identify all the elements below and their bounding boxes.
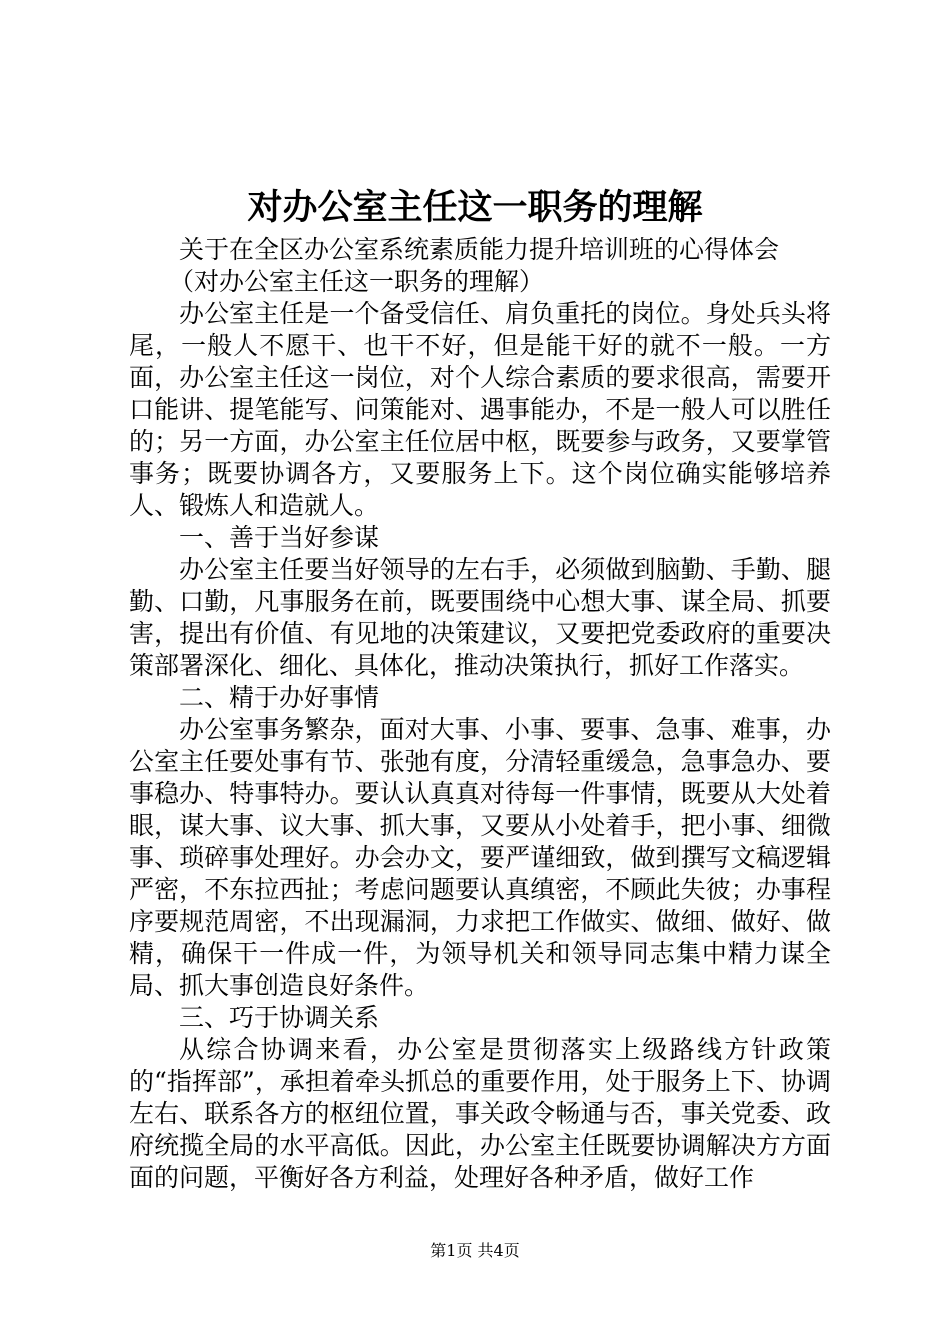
section-heading-2: 二、精于办好事情 (179, 683, 380, 712)
subtitle-line-2: （对办公室主任这一职务的理解） (169, 267, 545, 296)
section-heading-1: 一、善于当好参谋 (179, 523, 380, 552)
paragraph-section-2: 办公室事务繁杂，面对大事、小事、要事、急事、难事，办公室主任要处事有节、张弛有度，分清轻重缓急，急事急办、要事稳办、特事特办。要认认真真对待每一件事情，既要从大处着眼，谋大事、议大事、抓大事，又要从小处着手，把小事、细微事、琐碎事处理好。办会办文，要严谨细致，做到撰写文稿逻辑严密，不东拉西扯；考虑问题要认真缜密，不顾此失彼；办事程序要规范周密，不出现漏洞，力求把工作做实、做细、做好、做精，确保干一件成一件，为领导机关和领导同志集中精力谋全局、抓大事创造良好条件。 (129, 715, 831, 1000)
paragraph-intro: 办公室主任是一个备受信任、肩负重托的岗位。身处兵头将尾，一般人不愿干、也干不好，但是能干好的就不一般。一方面，办公室主任这一岗位，对个人综合素质的要求很高，需要开口能讲、提笔能写、问策能对、遇事能办，不是一般人可以胜任的；另一方面，办公室主任位居中枢，既要参与政务，又要掌管事务；既要协调各方，又要服务上下。这个岗位确实能够培养人、锻炼人和造就人。 (129, 299, 831, 520)
paragraph-section-1: 办公室主任要当好领导的左右手，必须做到脑勤、手勤、腿勤、口勤，凡事服务在前，既要围绕中心想大事、谋全局、抓要害，提出有价值、有见地的决策建议，又要把党委政府的重要决策部署深化、细化、具体化，推动决策执行，抓好工作落实。 (129, 555, 831, 680)
subtitle-line-1: 关于在全区办公室系统素质能力提升培训班的心得体会 (179, 235, 780, 264)
document-body (129, 234, 831, 1194)
page-footer: 第1页 共4页 (430, 1241, 520, 1260)
paragraph-section-3: 从综合协调来看，办公室是贯彻落实上级路线方针政策的“指挥部”，承担着牵头抓总的重要作用，处于服务上下、协调左右、联系各方的枢纽位置，事关政令畅通与否，事关党委、政府统揽全局的水平高低。因此，办公室主任既要协调解决方方面面的问题，平衡好各方利益，处理好各种矛盾，做好工作 (129, 1035, 831, 1192)
section-heading-3: 三、巧于协调关系 (179, 1003, 380, 1032)
document-title: 对办公室主任这一职务的理解 (247, 187, 703, 228)
